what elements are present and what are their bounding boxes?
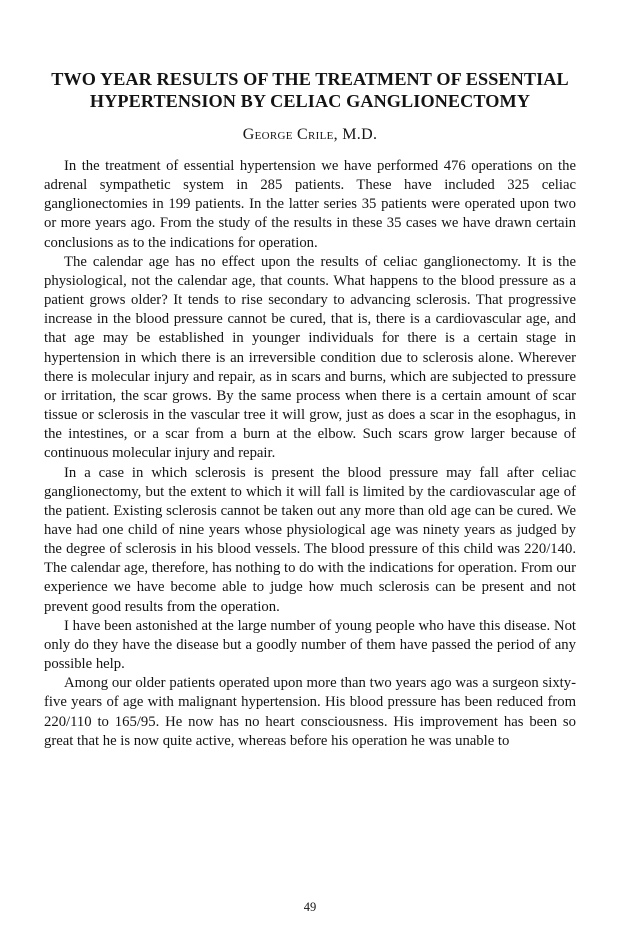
body-paragraph-4: I have been astonished at the large number of young people who have this disease. Not only do they have the disease but a goodly number of them have passed the period of any possible help.: [44, 617, 576, 673]
body-paragraph-2: The calendar age has no effect upon the results of celiac ganglionectomy. It is the physiological, not the calendar age, that counts. What happens to the blood pressure as a patient grows older? It tends to rise secondary to advancing sclerosis. That progressive increase in the blood pressure cannot be cured, that is, there is a cardiovascular age, and that age may be established in younger individuals for there is a certain stage in hypertension in which there is an irreversible condition due to sclerosis alone. Wherever there is molecular injury and repair, as in scars and burns, which are subjected to pressure or irritation, the scar grows. By the same process when there is a certain amount of scar tissue or sclerosis in the vascular tree it will grow, just as does a scar in the esophagus, in the intestines, or a scar from a burn at the elbow. Such scars grow larger because of continuous molecular injury and repair.: [44, 253, 576, 462]
body-paragraph-1: In the treatment of essential hypertension we have performed 476 operations on the adrenal sympathetic system in 285 patients. These have included 325 celiac ganglionectomies in 199 patients. In the latter series 35 patients were operated upon two or more years ago. From the study of the results in these 35 cases we have drawn certain conclusions as to the indications for operation.: [44, 158, 576, 251]
article-title: [30, 68, 590, 112]
page-number: 49: [303, 900, 317, 914]
article-author: George Crile, M.D.: [242, 126, 378, 143]
article-body: [44, 157, 576, 751]
article-title-line-2: HYPERTENSION BY CELIAC GANGLIONECTOMY: [89, 91, 531, 111]
body-paragraph-5: Among our older patients operated upon more than two years ago was a surgeon sixty-five years of age with malignant hypertension. His blood pressure has been reduced from 220/110 to 165/95. He now has no heart consciousness. His improvement has been so great that he is now quite active, whereas before his operation he was unable to: [44, 675, 576, 749]
article-title-line-1: TWO YEAR RESULTS OF THE TREATMENT OF ESSENTIAL: [51, 69, 569, 89]
body-paragraph-3: In a case in which sclerosis is present the blood pressure may fall after celiac ganglionectomy, but the extent to which it will fall is limited by the cardiovascular age of the patient. Existing sclerosis cannot be taken out any more than old age can be cured. We have had one child of nine years whose physiological age was ninety years as judged by the degree of sclerosis in his blood vessels. The blood pressure of this child was 220/140. The calendar age, therefore, has nothing to do with the indications for operation. From our experience we have become able to judge how much sclerosis can be present and not prevent good results from the operation.: [44, 464, 576, 615]
